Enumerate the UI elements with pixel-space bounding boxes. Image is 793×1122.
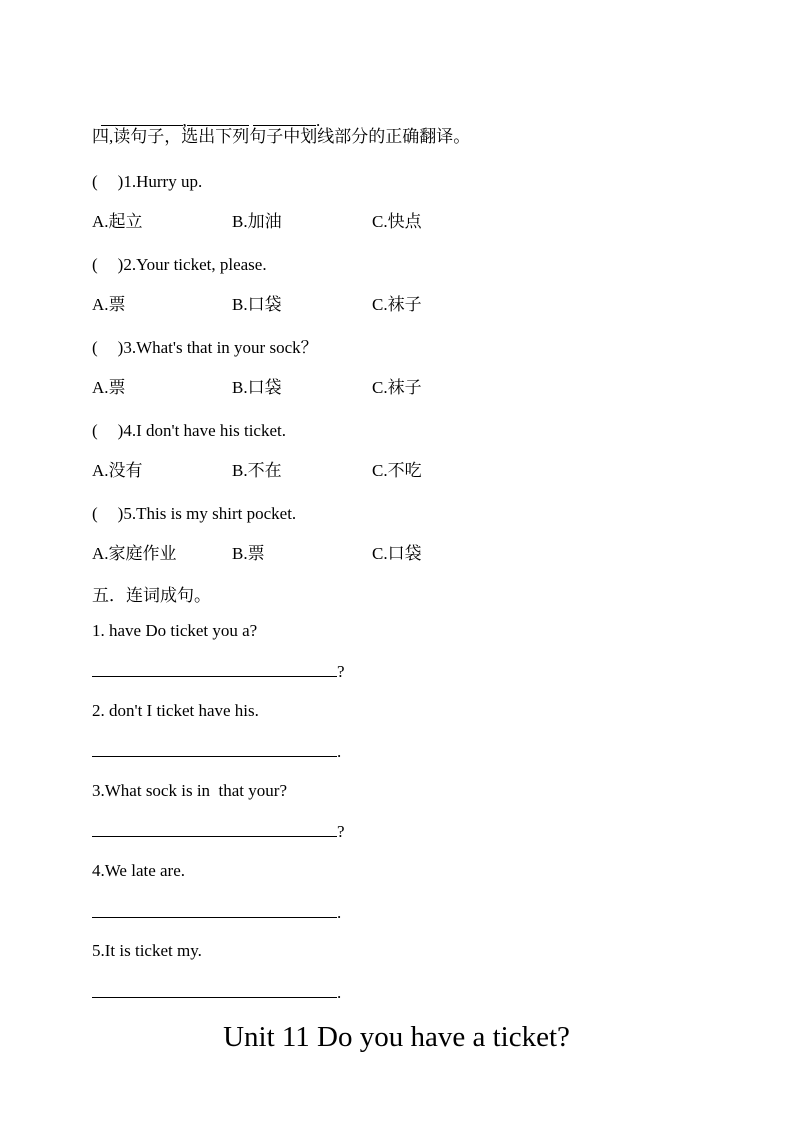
- option-a[interactable]: A.票: [92, 378, 126, 397]
- option-a[interactable]: A.票: [92, 295, 126, 314]
- question-5: ( )5.This is my shirt pocket.: [92, 504, 297, 523]
- question-1: ( )1.Hurry up.: [92, 172, 203, 191]
- answer-blank[interactable]: [92, 821, 337, 837]
- answer-blank[interactable]: [187, 110, 249, 126]
- answer-line-4: .: [92, 902, 341, 923]
- option-c[interactable]: C.袜子: [372, 378, 422, 397]
- answer-line-1: ?: [92, 661, 345, 682]
- question-3: ( )3.What's that in your sock？: [92, 338, 318, 357]
- option-a[interactable]: A.家庭作业: [92, 544, 177, 563]
- answer-blank[interactable]: [92, 661, 337, 677]
- answer-blank[interactable]: [92, 982, 337, 998]
- answer-line-top: [92, 90, 320, 131]
- option-c[interactable]: C.袜子: [372, 295, 422, 314]
- question-2: ( )2.Your ticket, please.: [92, 255, 267, 274]
- option-b[interactable]: B.不在: [232, 461, 282, 480]
- answer-slot[interactable]: [98, 255, 118, 270]
- prompt-4: 4.We late are.: [92, 861, 186, 880]
- comma: ,: [182, 111, 187, 130]
- answer-blank[interactable]: [92, 902, 337, 918]
- option-a[interactable]: A.起立: [92, 212, 143, 231]
- unit-title: Unit 11 Do you have a ticket?: [223, 1021, 570, 1053]
- prompt-3: 3.What sock is in that your?: [92, 781, 287, 800]
- period: .: [316, 111, 321, 130]
- section4-heading: 四,读句子，选出下列句子中划线部分的正确翻译。: [92, 127, 471, 146]
- option-c[interactable]: C.口袋: [372, 544, 422, 563]
- option-b[interactable]: B.口袋: [232, 295, 282, 314]
- answer-blank[interactable]: [92, 741, 337, 757]
- answer-slot[interactable]: [98, 338, 118, 353]
- option-c[interactable]: C.快点: [372, 212, 422, 231]
- answer-line-2: .: [92, 741, 341, 762]
- answer-blank[interactable]: [253, 110, 316, 126]
- answer-slot[interactable]: [98, 504, 118, 519]
- question-4: ( )4.I don't have his ticket.: [92, 421, 286, 440]
- answer-line-3: ?: [92, 821, 345, 842]
- prompt-5: 5.It is ticket my.: [92, 941, 202, 960]
- answer-blank[interactable]: [101, 110, 183, 126]
- option-b[interactable]: B.口袋: [232, 378, 282, 397]
- answer-slot[interactable]: [98, 172, 118, 187]
- section5-heading: 五．连词成句。: [92, 586, 211, 605]
- option-b[interactable]: B.票: [232, 544, 265, 563]
- option-b[interactable]: B.加油: [232, 212, 282, 231]
- option-c[interactable]: C.不吃: [372, 461, 422, 480]
- answer-line-5: .: [92, 982, 341, 1003]
- prompt-2: 2. don't I ticket have his.: [92, 701, 259, 720]
- option-a[interactable]: A.没有: [92, 461, 143, 480]
- prompt-1: 1. have Do ticket you a?: [92, 621, 258, 640]
- answer-slot[interactable]: [98, 421, 118, 436]
